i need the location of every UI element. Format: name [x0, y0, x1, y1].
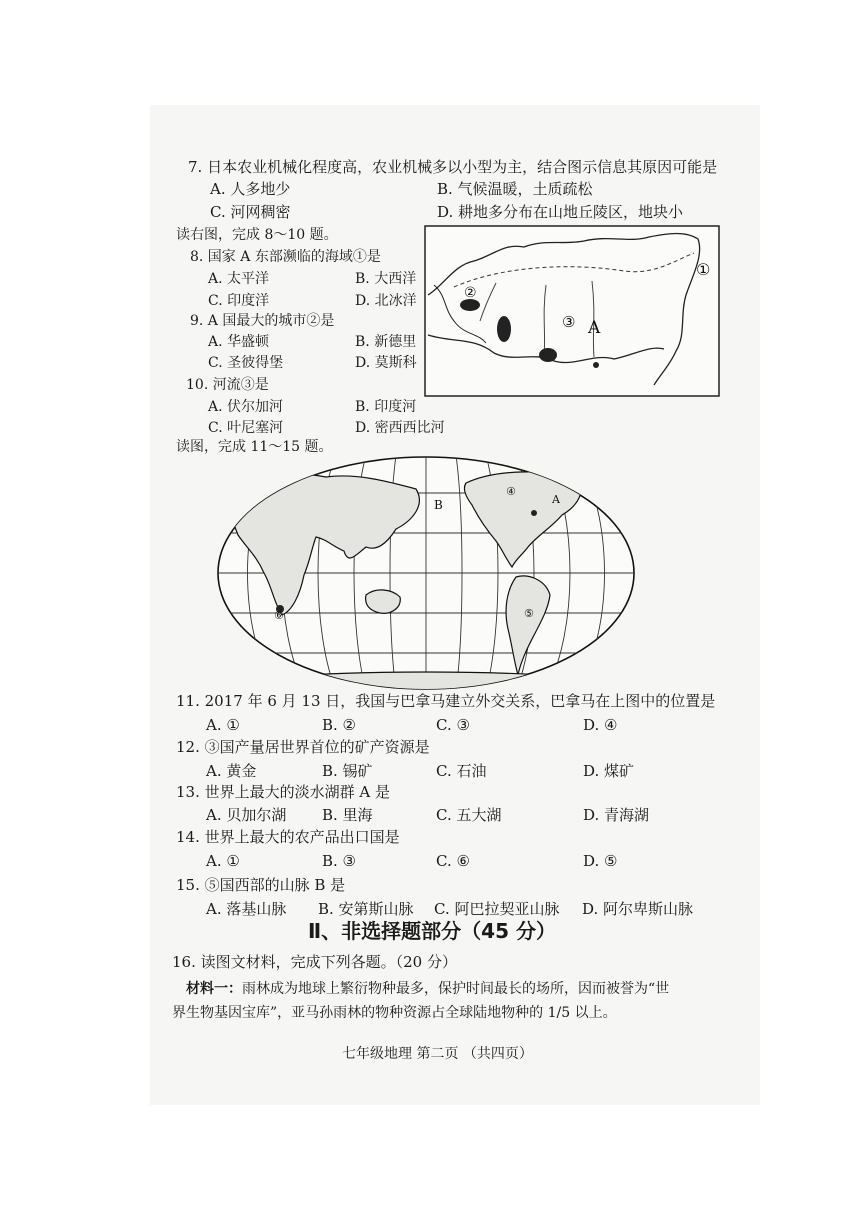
q11-option-a: A. ① — [206, 716, 240, 734]
q8-option-b: B. 大西洋 — [355, 271, 417, 287]
q9-option-c: C. 圣彼得堡 — [208, 355, 284, 371]
q14-option-a: A. ① — [206, 852, 240, 870]
russia-map — [424, 225, 720, 397]
q13-option-a: A. 贝加尔湖 — [206, 806, 287, 824]
section-heading: Ⅱ、非选择题部分（45 分） — [308, 919, 556, 943]
map-label-1: ① — [696, 260, 711, 279]
q16-material-line1: 雨林成为地球上繁衍物种最多，保护时间最长的场所，因而被誉为“世 — [242, 981, 670, 997]
q10-stem: 10. 河流③是 — [186, 377, 269, 393]
q10-option-b: B. 印度河 — [355, 399, 417, 415]
q15-stem: 15. ⑤国西部的山脉 B 是 — [176, 876, 346, 894]
q12-option-b: B. 锡矿 — [322, 762, 373, 780]
q16-material-line2: 界生物基因宝库”，亚马孙雨林的物种资源占全球陆地物种的 1/5 以上。 — [172, 1005, 617, 1021]
q12-option-d: D. 煤矿 — [583, 762, 635, 780]
q7-option-c: C. 河网稠密 — [210, 203, 291, 221]
map-label-3: ③ — [562, 313, 576, 331]
world-label-a: A — [552, 493, 560, 506]
q9-stem: 9. A 国最大的城市②是 — [190, 313, 335, 329]
q8-stem: 8. 国家 A 东部濒临的海域①是 — [190, 249, 381, 265]
q14-option-b: B. ③ — [322, 852, 357, 870]
q7-option-b: B. 气候温暖，土质疏松 — [437, 180, 593, 198]
intro-11-15: 读图，完成 11～15 题。 — [176, 439, 333, 455]
q16-stem: 16. 读图文材料，完成下列各题。（20 分） — [172, 953, 457, 971]
q15-option-c: C. 阿巴拉契亚山脉 — [434, 900, 560, 918]
q11-option-b: B. ② — [322, 716, 357, 734]
q16-material — [186, 980, 669, 998]
map-label-a: A — [588, 318, 601, 338]
page-footer: 七年级地理 第二页 （共四页） — [342, 1046, 533, 1062]
intro-8-10: 读右图，完成 8～10 题。 — [176, 227, 338, 243]
q15-option-d: D. 阿尔卑斯山脉 — [582, 900, 694, 918]
q10-option-c: C. 叶尼塞河 — [208, 420, 284, 436]
q7-option-d: D. 耕地多分布在山地丘陵区，地块小 — [437, 203, 684, 221]
q11-option-c: C. ③ — [436, 716, 470, 734]
world-label-5: ⑤ — [524, 607, 534, 620]
q12-option-a: A. 黄金 — [206, 762, 257, 780]
q10-option-d: D. 密西西比河 — [355, 420, 445, 436]
world-label-6: ⑥ — [274, 609, 284, 622]
q14-stem: 14. 世界上最大的农产品出口国是 — [176, 828, 400, 846]
q10-option-a: A. 伏尔加河 — [208, 399, 284, 415]
q7-option-a: A. 人多地少 — [210, 180, 291, 198]
q15-option-b: B. 安第斯山脉 — [318, 900, 414, 918]
q13-option-c: C. 五大湖 — [436, 806, 502, 824]
q14-option-d: D. ⑤ — [583, 852, 618, 870]
world-label-4: ④ — [506, 485, 516, 498]
world-map — [216, 455, 636, 691]
q15-option-a: A. 落基山脉 — [206, 900, 287, 918]
q14-option-c: C. ⑥ — [436, 852, 470, 870]
q13-option-b: B. 里海 — [322, 806, 373, 824]
q11-stem: 11. 2017 年 6 月 13 日，我国与巴拿马建立外交关系，巴拿马在上图中的位置是 — [176, 692, 716, 710]
q8-option-c: C. 印度洋 — [208, 293, 270, 309]
q7-stem: 7. 日本农业机械化程度高，农业机械多以小型为主，结合图示信息其原因可能是 — [188, 158, 718, 176]
q12-stem: 12. ③国产量居世界首位的矿产资源是 — [176, 738, 430, 756]
map-label-2: ② — [464, 285, 477, 301]
q12-option-c: C. 石油 — [436, 762, 487, 780]
q9-option-d: D. 莫斯科 — [355, 355, 417, 371]
q9-option-b: B. 新德里 — [355, 334, 417, 350]
q16-material-label: 材料一： — [186, 981, 242, 997]
q13-option-d: D. 青海湖 — [583, 806, 650, 824]
q8-option-d: D. 北冰洋 — [355, 293, 417, 309]
world-label-b: B — [434, 498, 443, 512]
q11-option-d: D. ④ — [583, 716, 618, 734]
q9-option-a: A. 华盛顿 — [208, 334, 270, 350]
q13-stem: 13. 世界上最大的淡水湖群 A 是 — [176, 783, 390, 801]
q8-option-a: A. 太平洋 — [208, 271, 270, 287]
